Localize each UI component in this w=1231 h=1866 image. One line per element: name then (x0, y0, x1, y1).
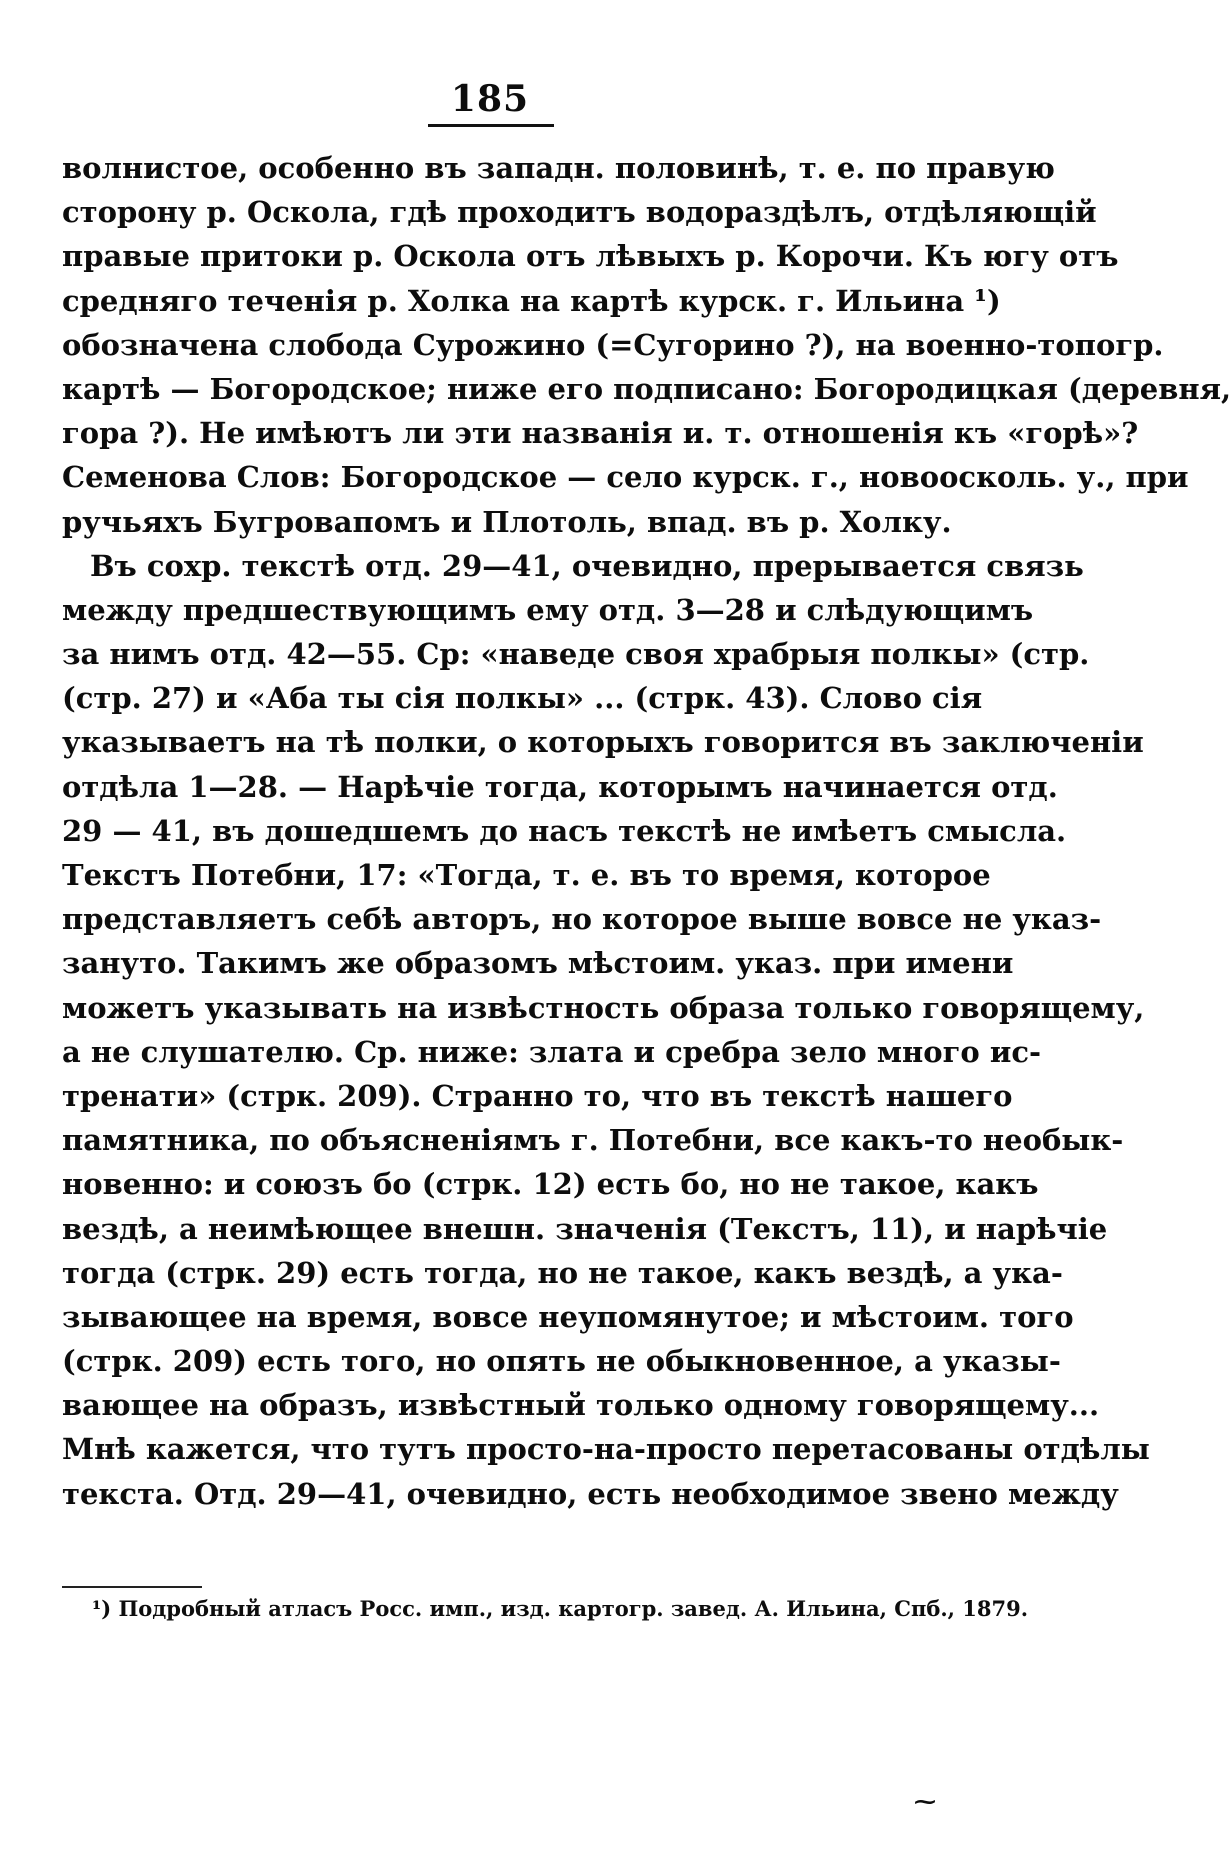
text-line: сторону р. Оскола, гдѣ проходитъ водораздѣлъ, отдѣляющій (62, 195, 1097, 230)
text-line: можетъ указывать на извѣстность образа только говорящему, (62, 990, 1145, 1025)
text-line: памятника, по объясненіямъ г. Потебни, все какъ-то необык- (62, 1123, 1124, 1158)
text-line: новенно: и союзъ бо (стрк. 12) есть бо, но не такое, какъ (62, 1167, 1039, 1202)
print-mark-icon: ⁓ (914, 1789, 936, 1815)
text-line: (стр. 27) и «Аба ты сія полкы» ... (стрк. 43). Слово сія (62, 681, 983, 716)
text-line: а не слушателю. Ср. ниже: злата и сребра зело много ис- (62, 1034, 1042, 1069)
text-line: тренати» (стрк. 209). Странно то, что въ текстѣ нашего (62, 1078, 1013, 1113)
paragraph-start-line: Въ сохр. текстѣ отд. 29—41, очевидно, прерывается связь (90, 548, 1084, 583)
text-line: гора ?). Не имѣютъ ли эти названія и. т. отношенія къ «горѣ»? (62, 416, 1139, 451)
text-line: вающее на образъ, извѣстный только одному говорящему... (62, 1388, 1100, 1423)
text-line: указываетъ на тѣ полки, о которыхъ говорится въ заключеніи (62, 725, 1144, 760)
text-line: зануто. Такимъ же образомъ мѣстоим. указ. при имени (62, 946, 1014, 981)
text-line: вездѣ, а неимѣющее внешн. значенія (Текстъ, 11), и нарѣчіе (62, 1211, 1108, 1246)
body-text (62, 146, 1231, 1516)
page-number: 185 (450, 78, 530, 120)
text-line: зывающее на время, вовсе неупомянутое; и мѣстоим. того (62, 1299, 1074, 1334)
text-line: Мнѣ кажется, что тутъ просто-на-просто перетасованы отдѣлы (62, 1432, 1150, 1467)
page-number-underline (428, 124, 554, 127)
text-line: обозначена слобода Сурожино (=Сугорино ?), на военно-топогр. (62, 327, 1164, 362)
text-line: ручьяхъ Бугровапомъ и Плотоль, впад. въ р. Холку. (62, 504, 952, 539)
footnote: ¹) Подробный атласъ Росс. имп., изд. картогр. завед. А. Ильина, Спб., 1879. (92, 1596, 1029, 1621)
text-line: за нимъ отд. 42—55. Ср: «наведе своя храбрыя полкы» (стр. (62, 637, 1090, 672)
footnote-separator (62, 1586, 202, 1588)
text-line: текста. Отд. 29—41, очевидно, есть необходимое звено между (62, 1476, 1119, 1511)
text-line: волнистое, особенно въ западн. половинѣ, т. е. по правую (62, 151, 1055, 185)
text-line: представляетъ себѣ авторъ, но которое выше вовсе не указ- (62, 902, 1102, 937)
text-line: Текстъ Потебни, 17: «Тогда, т. е. въ то время, которое (62, 858, 991, 892)
text-line: отдѣла 1—28. — Нарѣчіе тогда, которымъ начинается отд. (62, 769, 1058, 804)
text-line: между предшествующимъ ему отд. 3—28 и слѣдующимъ (62, 592, 1034, 627)
text-line: картѣ — Богородское; ниже его подписано: Богородицкая (деревня, (62, 371, 1231, 406)
text-line: 29 — 41, въ дошедшемъ до насъ текстѣ не имѣетъ смысла. (62, 813, 1067, 848)
text-line: (стрк. 209) есть того, но опять не обыкновенное, а указы- (62, 1344, 1061, 1379)
text-line: тогда (стрк. 29) есть тогда, но не такое, какъ вездѣ, а ука- (62, 1255, 1063, 1290)
text-line: Семенова Слов: Богородское — село курск. г., новоосколь. у., при (62, 460, 1189, 495)
text-line: правые притоки р. Оскола отъ лѣвыхъ р. Корочи. Къ югу отъ (62, 239, 1119, 274)
text-line: средняго теченія р. Холка на картѣ курск. г. Ильина ¹) (62, 283, 1001, 318)
